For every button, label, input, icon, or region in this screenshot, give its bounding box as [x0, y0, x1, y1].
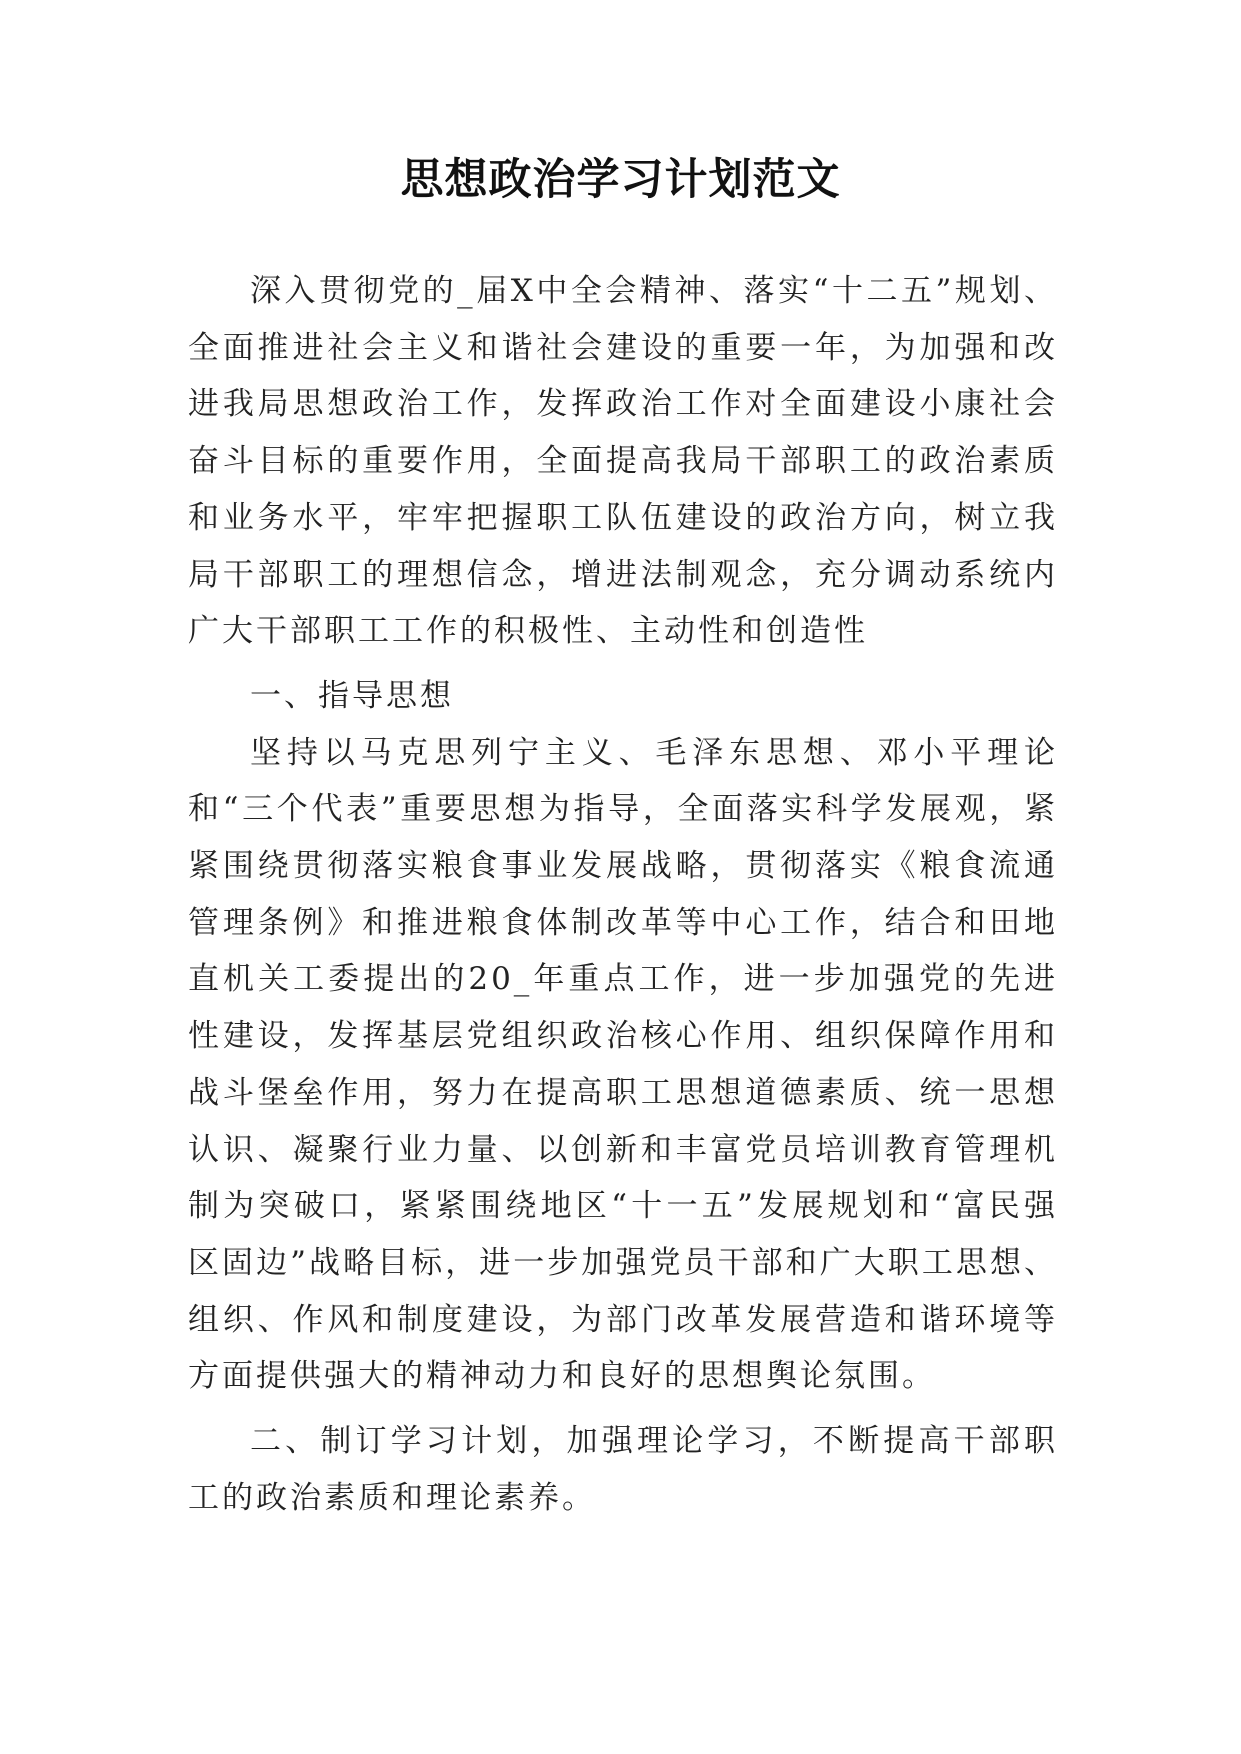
- intro-paragraph: 深入贯彻党的_届X中全会精神、落实“十二五”规划、全面推进社会主义和谐社会建设的重要一年，为加强和改进我局思想政治工作，发挥政治工作对全面建设小康社会奋斗目标的重要作用，全面提高我局干部职工的政治素质和业务水平，牢牢把握职工队伍建设的政治方向，树立我局干部职工的理想信念，增进法制观念，充分调动系统内广大干部职工工作的积极性、主动性和创造性: [188, 273, 1058, 650]
- section-heading-study-plan: 二、制订学习计划，加强理论学习，不断提高干部职工的政治素质和理论素养。: [188, 1423, 1058, 1516]
- section-heading-guiding-ideology: 一、指导思想: [250, 677, 454, 714]
- document-body: [188, 263, 1058, 1526]
- guiding-ideology-paragraph: 坚持以马克思列宁主义、毛泽东思想、邓小平理论和“三个代表”重要思想为指导，全面落实科学发展观，紧紧围绕贯彻落实粮食事业发展战略，贯彻落实《粮食流通管理条例》和推进粮食体制改革等中心工作，结合和田地直机关工委提出的20_年重点工作，进一步加强党的先进性建设，发挥基层党组织政治核心作用、组织保障作用和战斗堡垒作用，努力在提高职工思想道德素质、统一思想认识、凝聚行业力量、以创新和丰富党员培训教育管理机制为突破口，紧紧围绕地区“十一五”发展规划和“富民强区固边”战略目标，进一步加强党员干部和广大职工思想、组织、作风和制度建设，为部门改革发展营造和谐环境等方面提供强大的精神动力和良好的思想舆论氛围。: [188, 734, 1058, 1395]
- document-title: 思想政治学习计划范文: [400, 155, 841, 205]
